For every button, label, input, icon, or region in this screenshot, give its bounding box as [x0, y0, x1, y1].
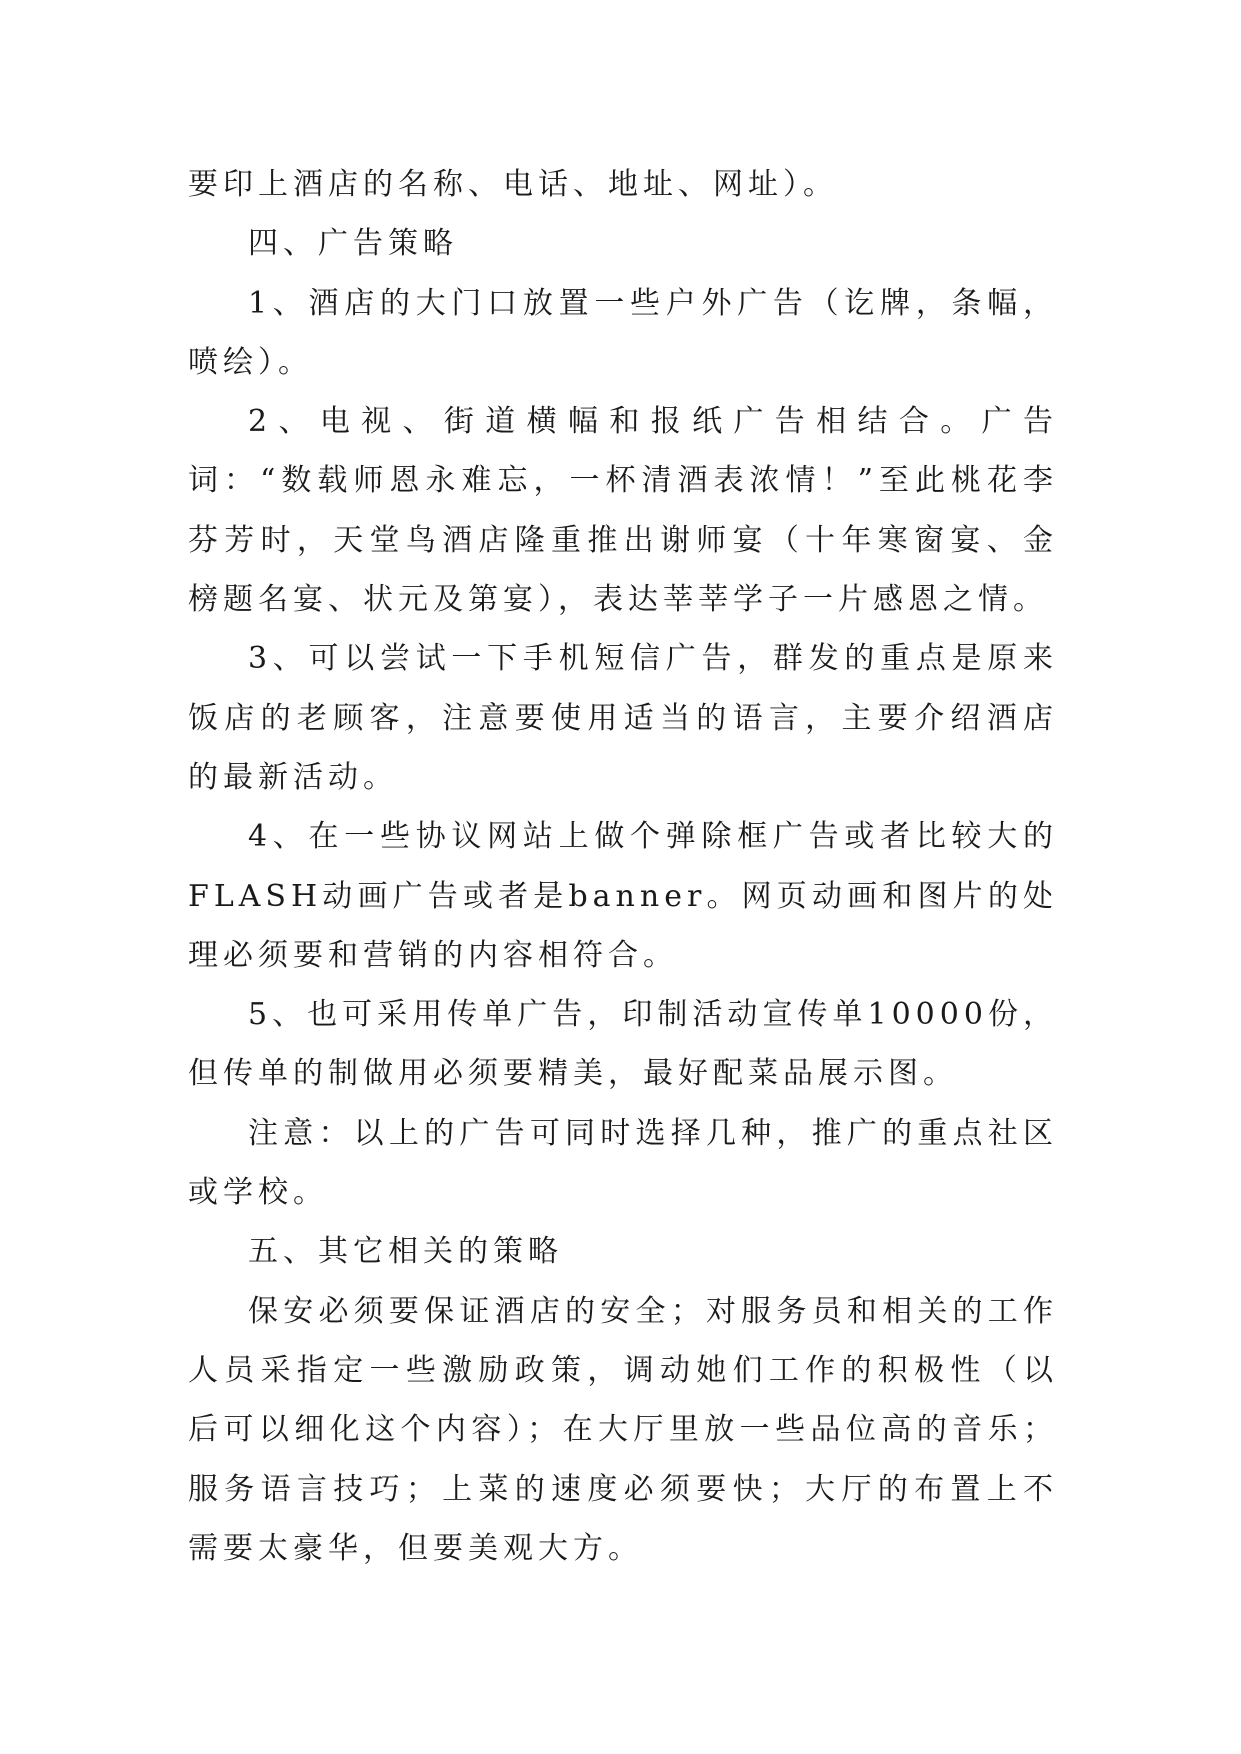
paragraph-flyer-ads: 5、也可采用传单广告，印制活动宣传单10000份，但传单的制做用必须要精美，最好配菜品展示图。: [188, 997, 1058, 1092]
paragraph-tv-banner-newspaper: 2、电视、街道横幅和报纸广告相结合。广告词：“数载师恩永难忘，一杯清酒表浓情！”至此桃花李芬芳时，天堂鸟酒店隆重推出谢师宴（十年寒窗宴、金榜题名宴、状元及第宴），表达莘莘学子一片感恩之情。: [188, 404, 1058, 618]
document-body: [188, 155, 1058, 1578]
section-heading-advertising-strategy: 四、广告策略: [248, 226, 458, 262]
paragraph-outdoor-ads: 1、酒店的大门口放置一些户外广告（讫牌，条幅，喷绘）。: [188, 285, 1058, 380]
paragraph-sms-ads: 3、可以尝试一下手机短信广告，群发的重点是原来饭店的老顾客，注意要使用适当的语言，主要介绍酒店的最新活动。: [188, 641, 1058, 795]
paragraph-other-strategies: 保安必须要保证酒店的安全；对服务员和相关的工作人员采指定一些激励政策，调动她们工作的积极性（以后可以细化这个内容）；在大厅里放一些品位高的音乐；服务语言技巧；上菜的速度必须要快；大厅的布置上不需要太豪华，但要美观大方。: [188, 1293, 1058, 1566]
section-heading-other-strategies: 五、其它相关的策略: [248, 1234, 563, 1270]
paragraph-continuation: 要印上酒店的名称、电话、地址、网址）。: [188, 167, 838, 202]
paragraph-web-ads: 4、在一些协议网站上做个弹除框广告或者比较大的FLASH动画广告或者是banner。网页动画和图片的处理必须要和营销的内容相符合。: [188, 819, 1058, 973]
paragraph-note: 注意：以上的广告可同时选择几种，推广的重点社区或学校。: [188, 1115, 1058, 1211]
